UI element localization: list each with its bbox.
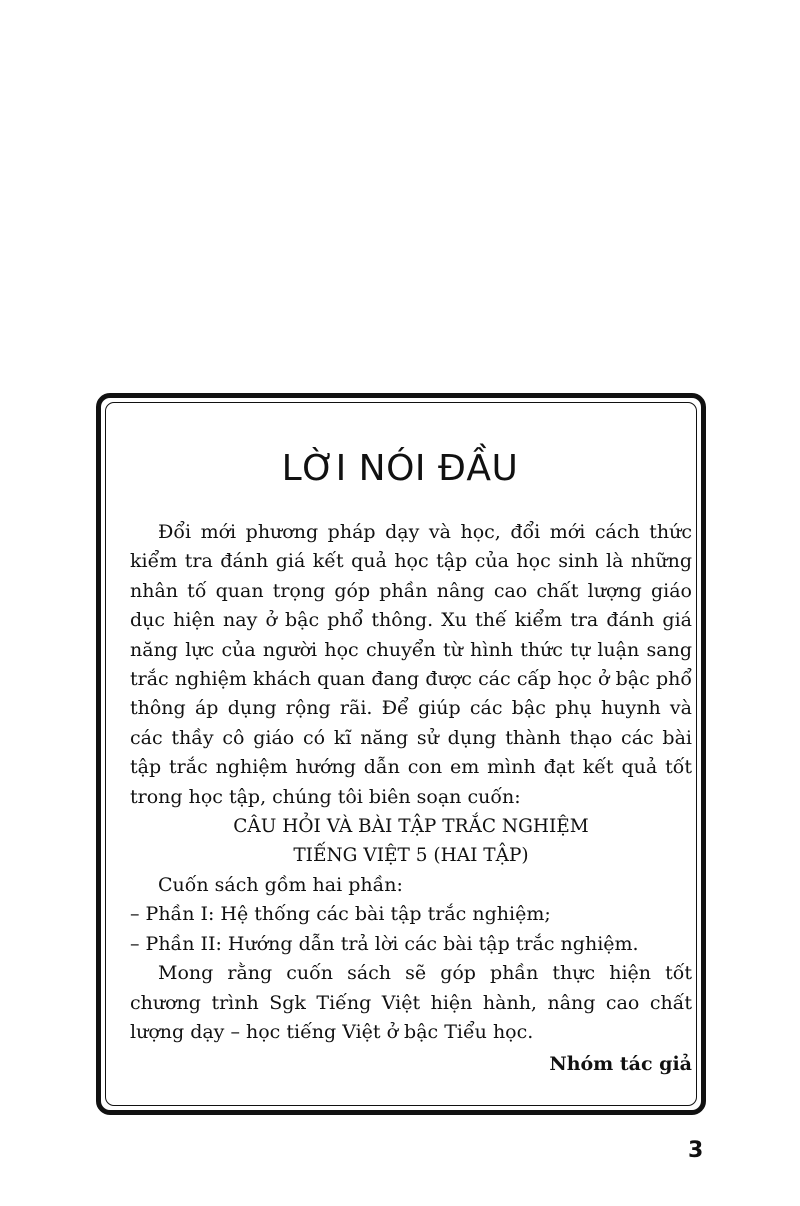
author-signature: Nhóm tác giả bbox=[549, 1053, 692, 1076]
part-1-item: – Phần I: Hệ thống các bài tập trắc nghiệm; bbox=[130, 903, 551, 926]
part-2-item: – Phần II: Hướng dẫn trả lời các bài tập trắc nghiệm. bbox=[130, 932, 639, 955]
preface-title: LỜI NÓI ĐẦU bbox=[281, 448, 519, 489]
book-title-line-2: TIẾNG VIỆT 5 (HAI TẬP) bbox=[293, 845, 529, 867]
book-title-line-1: CÂU HỎI VÀ BÀI TẬP TRẮC NGHIỆM bbox=[233, 816, 589, 838]
intro-paragraph: Đổi mới phương pháp dạy và học, đổi mới cách thức kiểm tra đánh giá kết quả học tập của học sinh là những nhân tố quan trọng góp phần nâng cao chất lượng giáo dục hiện nay ở bậc phổ thông. Xu thế kiểm tra đánh giá năng lực của người học chuyển từ hình thức tự luận sang trắc nghiệm khách quan đang được các cấp học ở bậc phổ thông áp dụng rộng rãi. Để giúp các bậc phụ huynh và các thầy cô giáo có kĩ năng sử dụng thành thạo các bài tập trắc nghiệm hướng dẫn con em mình đạt kết quả tốt trong học tập, chúng tôi biên soạn cuốn: bbox=[130, 521, 692, 808]
structure-intro: Cuốn sách gồm hai phần: bbox=[158, 873, 403, 896]
closing-paragraph: Mong rằng cuốn sách sẽ góp phần thực hiện tốt chương trình Sgk Tiếng Việt hiện hành, nâng cao chất lượng dạy – học tiếng Việt ở bậc Tiểu học. bbox=[130, 962, 692, 1043]
preface-body bbox=[130, 518, 692, 1080]
page-number: 3 bbox=[688, 1138, 704, 1163]
